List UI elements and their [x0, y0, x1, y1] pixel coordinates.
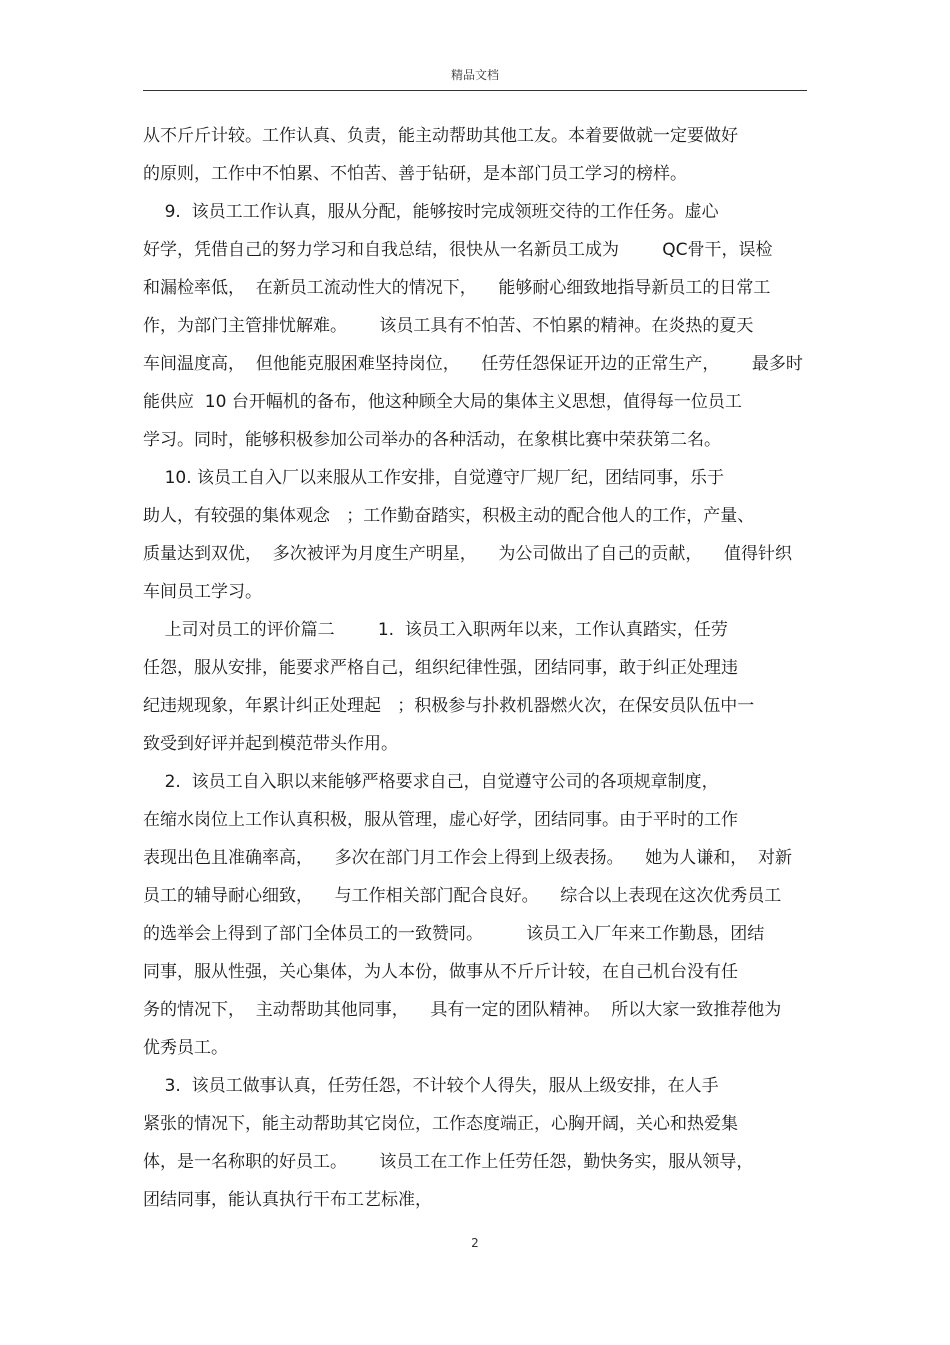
text-line: 从不斤斤计较。工作认真、负责，能主动帮助其他工友。本着要做就一定要做好: [143, 126, 738, 146]
text-line: 任怨，服从安排，能要求严格自己，组织纪律性强，团结同事，敢于纠正处理违: [143, 658, 738, 678]
text-line: 能供应 10 台开幅机的备布，他这种顾全大局的集体主义思想，值得每一位员工: [143, 392, 742, 412]
text-line: 学习。同时，能够积极参加公司举办的各种活动，在象棋比赛中荣获第二名。: [143, 430, 721, 450]
text-line: 好学，凭借自己的努力学习和自我总结，很快从一名新员工成为 QC骨干，误检: [143, 240, 773, 260]
text-line: 的原则，工作中不怕累、不怕苦、善于钻研，是本部门员工学习的榜样。: [143, 164, 687, 184]
page-header: 精品文档: [450, 68, 499, 82]
text-line: 车间温度高， 但他能克服困难坚持岗位， 任劳任怨保证开边的正常生产， 最多时: [143, 354, 803, 374]
text-line: 和漏检率低， 在新员工流动性大的情况下， 能够耐心细致地指导新员工的日常工: [143, 278, 771, 298]
text-line: 员工的辅导耐心细致， 与工作相关部门配合良好。 综合以上表现在这次优秀员工: [143, 886, 782, 906]
text-line: 表现出色且准确率高， 多次在部门月工作会上得到上级表扬。 她为人谦和， 对新: [143, 848, 793, 868]
header-divider: [143, 90, 807, 91]
text-line: 质量达到双优， 多次被评为月度生产明星， 为公司做出了自己的贡献， 值得针织: [143, 544, 793, 564]
text-line: 团结同事，能认真执行干布工艺标准，: [143, 1190, 432, 1210]
body-text: [143, 117, 809, 1219]
text-line: 同事，服从性强，关心集体，为人本份，做事从不斤斤计较，在自己机台没有任: [143, 962, 738, 982]
text-line: 上司对员工的评价篇二 1. 该员工入职两年以来，工作认真踏实，任劳: [143, 620, 728, 640]
page-number: 2: [471, 1236, 479, 1250]
text-line: 10. 该员工自入厂以来服从工作安排，自觉遵守厂规厂纪，团结同事，乐于: [143, 468, 725, 488]
text-line: 作，为部门主管排忧解难。 该员工具有不怕苦、不怕累的精神。在炎热的夏天: [143, 316, 754, 336]
text-line: 优秀员工。: [143, 1038, 228, 1058]
text-line: 紧张的情况下，能主动帮助其它岗位，工作态度端正，心胸开阔，关心和热爱集: [143, 1114, 738, 1134]
text-line: 务的情况下， 主动帮助其他同事， 具有一定的团队精神。 所以大家一致推荐他为: [143, 1000, 782, 1020]
text-line: 致受到好评并起到模范带头作用。: [143, 734, 398, 754]
text-line: 2. 该员工自入职以来能够严格要求自己，自觉遵守公司的各项规章制度，: [143, 772, 719, 792]
text-line: 3. 该员工做事认真，任劳任怨，不计较个人得失，服从上级安排，在人手: [143, 1076, 719, 1096]
text-line: 在缩水岗位上工作认真积极，服从管理，虚心好学，团结同事。由于平时的工作: [143, 810, 738, 830]
text-line: 体，是一名称职的好员工。 该员工在工作上任劳任怨，勤快务实，服从领导，: [143, 1152, 754, 1172]
text-line: 9. 该员工工作认真，服从分配，能够按时完成领班交待的工作任务。虚心: [143, 202, 719, 222]
text-line: 纪违规现象，年累计纠正处理起 ；积极参与扑救机器燃火次，在保安员队伍中一: [143, 696, 755, 716]
text-line: 助人，有较强的集体观念 ；工作勤奋踏实，积极主动的配合他人的工作，产量、: [143, 506, 755, 526]
text-line: 的选举会上得到了部门全体员工的一致赞同。 该员工入厂年来工作勤恳，团结: [143, 924, 765, 944]
text-line: 车间员工学习。: [143, 582, 262, 602]
